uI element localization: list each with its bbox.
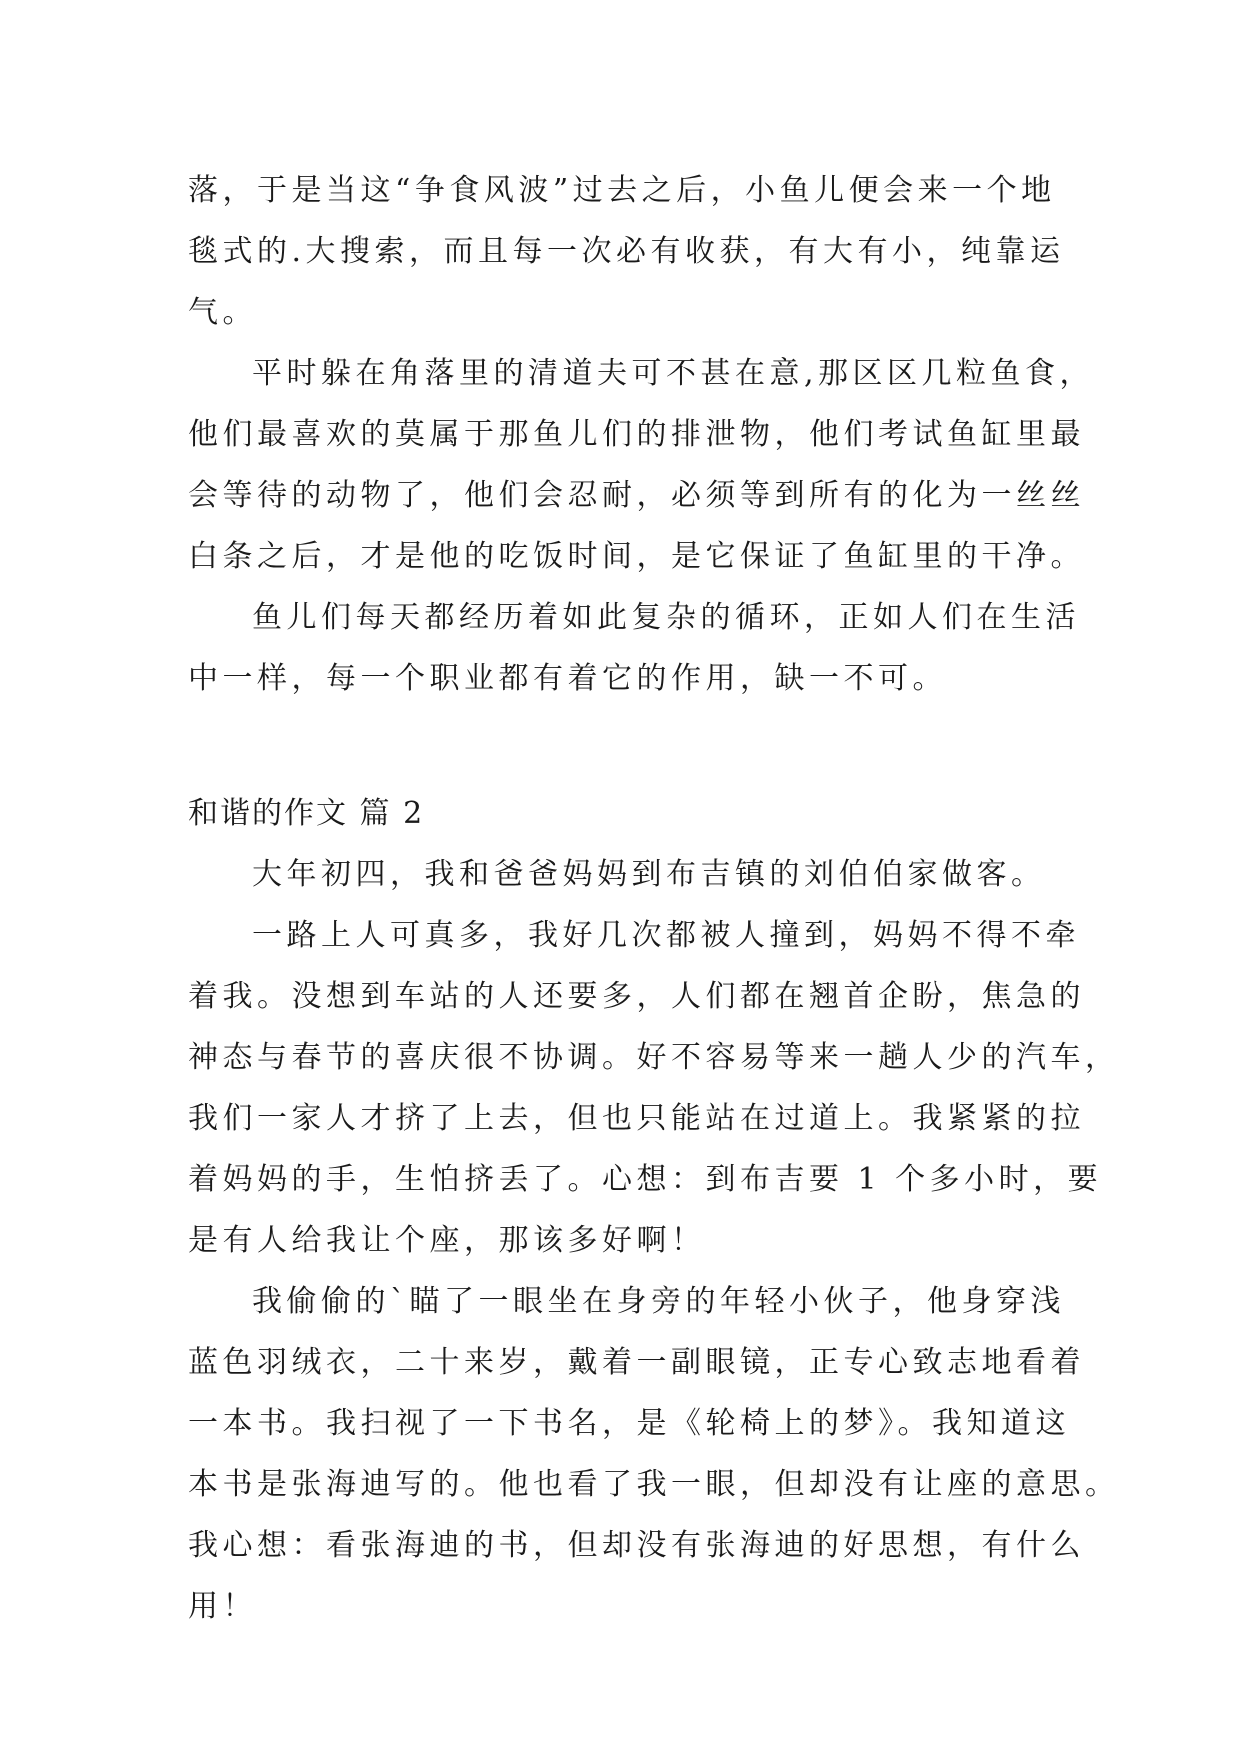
paragraph <box>188 844 1058 905</box>
text-line: 大年初四，我和爸爸妈妈到布吉镇的刘伯伯家做客。 <box>252 857 1046 892</box>
text-line: 鱼儿们每天都经历着如此复杂的循环，正如人们在生活 <box>252 600 1080 635</box>
text-line: 一路上人可真多，我好几次都被人撞到，妈妈不得不牵 <box>252 918 1080 953</box>
text-line: 是有人给我让个座，那该多好啊！ <box>188 1223 706 1258</box>
text-line: 气。 <box>188 295 257 330</box>
text-line: 会等待的动物了，他们会忍耐，必须等到所有的化为一丝丝 <box>188 478 1085 513</box>
text-line: 蓝色羽绒衣，二十来岁，戴着一副眼镜，正专心致志地看着 <box>188 1345 1085 1380</box>
paragraph <box>188 905 1120 1271</box>
text-line: 我偷偷的`瞄了一眼坐在身旁的年轻小伙子，他身穿浅 <box>252 1284 1065 1319</box>
paragraph <box>188 160 1065 343</box>
text-line: 中一样，每一个职业都有着它的作用，缺一不可。 <box>188 661 947 696</box>
text-line: 用！ <box>188 1589 257 1624</box>
paragraph <box>188 587 1080 709</box>
text-line: 我们一家人才挤了上去，但也只能站在过道上。我紧紧的拉 <box>188 1101 1085 1136</box>
text-line: 神态与春节的喜庆很不协调。好不容易等来一趟人少的汽车， <box>188 1040 1120 1075</box>
text-line: 平时躲在角落里的清道夫可不甚在意,那区区几粒鱼食， <box>252 356 1095 391</box>
text-line: 着我。没想到车站的人还要多，人们都在翘首企盼，焦急的 <box>188 979 1085 1014</box>
text-line: 毯式的.大搜索，而且每一次必有收获，有大有小，纯靠运 <box>188 234 1065 269</box>
text-line: 着妈妈的手，生怕挤丢了。心想：到布吉要 1 个多小时，要 <box>188 1162 1103 1197</box>
section-heading: 和谐的作文 篇 2 <box>188 796 425 831</box>
text-line: 我心想：看张海迪的书，但却没有张海迪的好思想，有什么 <box>188 1528 1085 1563</box>
paragraph <box>188 343 1095 587</box>
text-line: 落，于是当这“争食风波”过去之后，小鱼儿便会来一个地 <box>188 173 1056 208</box>
text-line: 一本书。我扫视了一下书名，是《轮椅上的梦》。我知道这 <box>188 1406 1070 1441</box>
paragraph <box>188 1271 1120 1637</box>
text-line: 他们最喜欢的莫属于那鱼儿们的排泄物，他们考试鱼缸里最 <box>188 417 1085 452</box>
text-line: 白条之后，才是他的吃饭时间，是它保证了鱼缸里的干净。 <box>188 539 1085 574</box>
document-body <box>188 160 1120 1637</box>
spacer <box>188 709 1058 783</box>
text-line: 本书是张海迪写的。他也看了我一眼，但却没有让座的意思。 <box>188 1467 1120 1502</box>
